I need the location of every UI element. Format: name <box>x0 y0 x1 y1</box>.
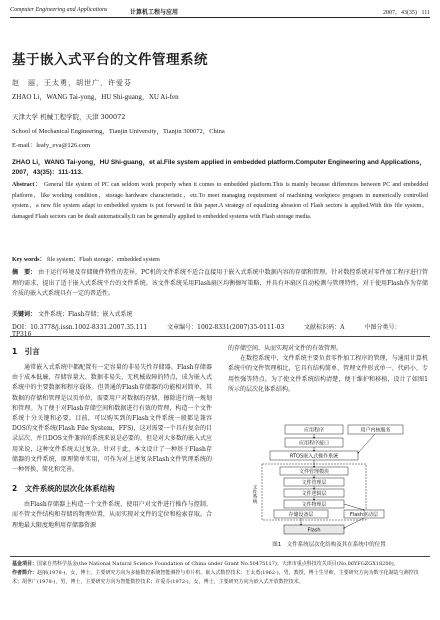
paper-title: 基于嵌入式平台的文件管理系统 <box>12 52 208 68</box>
box-flash-driver-label: Flash驱动层 <box>349 511 379 518</box>
authors-cn: 赵 丽，王太勇，胡世广，许爱芬 <box>12 79 132 87</box>
meta-rule <box>10 336 430 337</box>
abstract-cn-text: 由于运行环境及存储硬件特性的差异，PC机的文件系统不适合直接用于嵌入式系统中数据内容的存储和管理。针对数控系统对零件加工程序进行管理的需求，提出了适于嵌入式系统平台的文件系统。该文件系统采用Flash扇区均衡擦写策略，并具有坏扇区自动检测与管理特性，对于使用Flash作为存储介质的嵌入式系统具有一定的普适性。 <box>12 269 428 298</box>
box-storage-layer-label: 存储设备层 <box>288 511 314 518</box>
right-paragraph-1: 的存储空间，从而实现对文件的有效管理。 <box>228 345 343 352</box>
section-2-paragraph: 由Flash存储器上构造一个文件系统，使用户对文件进行操作与控制，而不管文件结构和存储的物理位置，从而实现对文件的定位和检索存取。合理地最大限度地利用存储器资源 <box>12 501 212 529</box>
keywords-cn-text: 文件系统；Flash存储；嵌入式系统 <box>37 311 133 318</box>
box-user-kernel-label: 用户内核服务 <box>360 427 391 434</box>
section-1-paragraph: 通常嵌入式系统中都配置有一定容量的非易失性存储器。Flash存储器由于成本低廉、存储容量大、数据非易失、无机械故障的特点，成为嵌入式系统中的主要数据和程序载体。但普通的Flash存储器的功能相对简单，其数据的存储和管理是以页单位，需要用户对数据的存储、擦除进行统一规划和管理。为了便于对Flash存储空间和数据进行有效的管理，构造一个文件系统十分关键和必要。目前，可以购买到的Flash文件系统一般都是兼容DOS的文件系统(Flash File System，FFS)，这对需要一个具有复杂的目录层次、并且DOS文件兼容的系统来说是必要的，但是对大多数的嵌入式应用来说，这种文件系统太过复杂。针对于此，本文设计了一种基于Flash存储器的文件系统，原理简单实用，可作为对上述复杂Flash文件管理系统的一种替换、简化和完善。 <box>12 364 212 474</box>
abstract-en-text: General file system of PC can seldom work properly when it comes to embedded platform.This is mainly because differences between PC and embedded platform，like working condition，storage hardware characteristic，etc.To meet managing requirement of machining workpiece program in numerically controlled system，a new file system adapt to embedded system is put forward in this paper.A strategy of equalizing abrasion of Flash sectors is applied.With this file system，damaged Flash sectors can be dealt automatically.It can be generally applied to embedded systems with Flash storage media. <box>12 182 429 220</box>
box-fm-layer-label: 文件管理层 <box>301 479 327 486</box>
abstract-cn <box>12 268 428 300</box>
architecture-diagram <box>240 424 410 536</box>
footnote-rule <box>10 556 430 557</box>
keywords-en-text: file system；Flash storage；embedded system <box>47 257 160 263</box>
box-app-label: 应用程序 <box>303 427 325 434</box>
keywords-cn-label: 关键词： <box>12 311 37 318</box>
document-code: 文献标识码：A <box>304 324 345 331</box>
file-system-side-label: 文件系统 <box>251 484 257 504</box>
clc-number: 中图分类号：TP316 <box>12 324 401 338</box>
footnotes <box>12 560 428 586</box>
box-rtos-label: RTOS嵌入式操作系统 <box>289 453 339 460</box>
keywords-cn <box>12 309 133 318</box>
funding-label: 基金项目： <box>12 561 38 567</box>
author-bio-text: 赵丽(1978-)，女，博士，主要研究方向为多轴数控系统智能测控与单片机、嵌入式数控技术；王太勇(1962-)，男，教授，博士生导师，主要研究方向为数字化制造与测控技术；胡世广(1978-)，男，博士，主要研究方向为智能数控技术；许爱芬(1972-)，女，博士，主要研究方向为嵌入式开放数控技术。 <box>12 569 419 585</box>
issue-page <box>383 7 430 16</box>
box-api-label: 应用程序接口 <box>298 440 330 447</box>
right-column <box>228 344 428 395</box>
arrow-drv-flash <box>344 518 364 528</box>
issue-number: 2007，43(35) <box>382 10 417 16</box>
arrow-phy-drv <box>344 504 364 510</box>
affiliation-en: School of Mechanical Engineering，Tianjin University，Tianjin 300072，China <box>12 128 225 135</box>
right-paragraph-2: 在数控系统中，文件系统主要负责零件加工程序的管理，与通用计算机系统中的文件管理相比，它具有结构简单、管理文件形式单一、代码小、专用性强等特点。为了使文件系统结构清楚，便于维护和移植，设计了如图1所示的层次化体系结构。 <box>228 355 428 393</box>
header-rule <box>10 17 430 18</box>
article-number: 文章编号：1002-8331(2007)35-0111-03 <box>167 324 285 331</box>
abstract-en-label: Abstract： <box>12 182 42 188</box>
affiliation-cn: 天津大学 机械工程学院，天津 300072 <box>12 113 126 121</box>
journal-name-cn: 计算机工程与应用 <box>130 9 179 16</box>
journal-name-en: Computer Engineering and Applications <box>10 7 108 13</box>
left-column <box>12 344 212 531</box>
author-email: E-mail：leafy_eva@126.com <box>12 142 90 149</box>
abstract-en <box>12 180 428 222</box>
abstract-cn-label: 摘 要： <box>12 269 37 276</box>
running-head <box>10 5 430 17</box>
section-2-title: 2 文件系统的层次化体系结构 <box>12 484 115 494</box>
arrow-kernel-rtos <box>358 434 375 453</box>
funding-text: 国家自然科学基金(the National Natural Science Foundation of China under Grant No.50475117)；天津市重点科技攻关项目(No.06YFGZGX18200)。 <box>37 561 399 567</box>
box-logic-layer-label: 文件逻辑层 <box>301 490 327 497</box>
doi: DOI：10.3778/j.issn.1002-8331.2007.35.111 <box>12 324 148 331</box>
page-number: 111 <box>421 10 430 16</box>
authors-en: ZHAO Li，WANG Tai-yong，HU Shi-guang，XU Ai-fen <box>12 93 179 101</box>
box-fm-module-label: 文件管理模块 <box>298 468 330 475</box>
figure-caption: 图1 文件系统层次化结构及其在系统中的位置 <box>272 542 386 548</box>
keywords-en <box>12 254 428 263</box>
author-bio-note <box>12 569 428 587</box>
keywords-en-label: Key words： <box>12 257 46 263</box>
box-flash-label: Flash <box>307 527 321 534</box>
citation-line: ZHAO Li，WANG Tai-yong，HU Shi-guang，et al.File system applied in embedded platform.Computer Engineering and Applications，2007，43(35)：111-113. <box>12 159 426 176</box>
box-phys-layer-label: 文件物理层 <box>301 501 327 508</box>
funding-note <box>12 560 428 569</box>
author-bio-label: 作者简介： <box>12 569 38 576</box>
section-1-title: 1 引言 <box>12 347 40 356</box>
